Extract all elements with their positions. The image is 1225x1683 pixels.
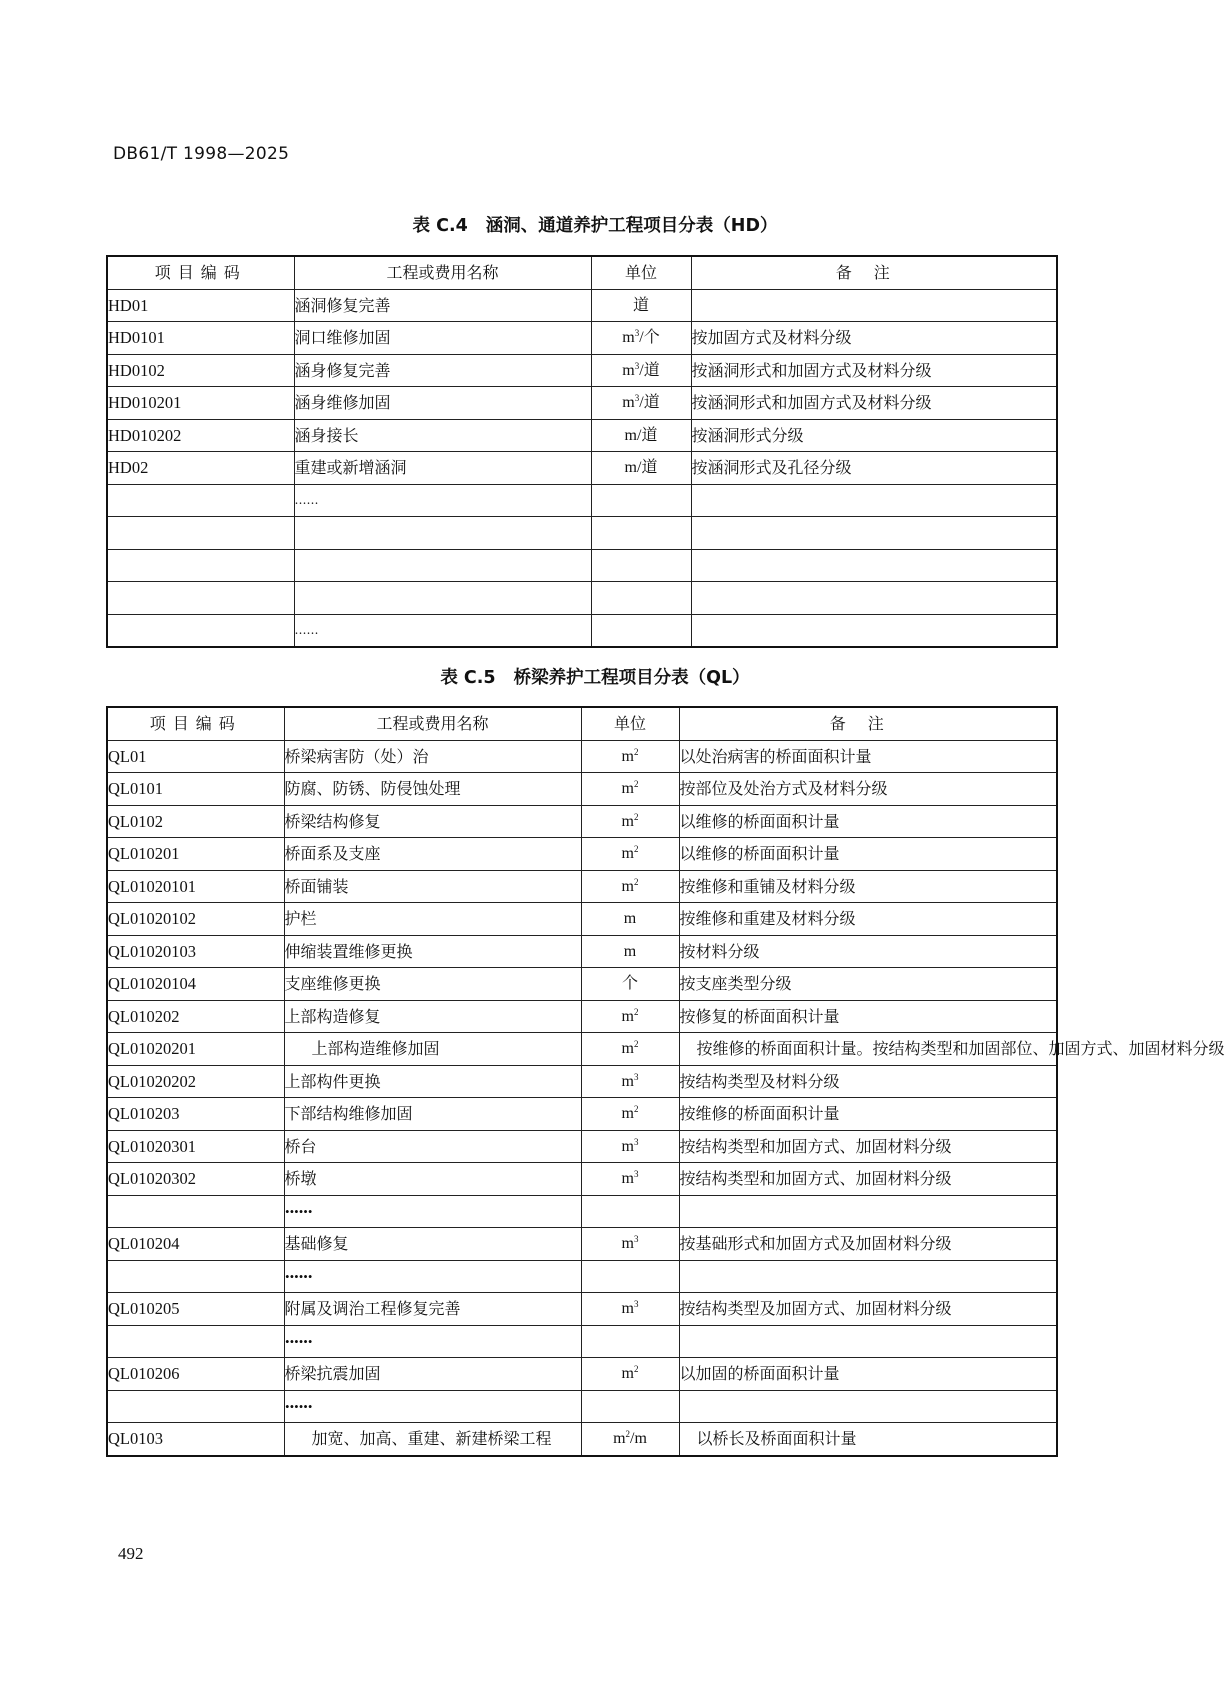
column-header-code: 项目编码	[107, 256, 294, 289]
note-cell	[691, 614, 1057, 647]
unit-cell: $m^2$	[581, 1000, 679, 1033]
note-cell	[691, 517, 1057, 550]
name-cell: 桥面系及支座	[284, 838, 581, 871]
table-row	[107, 419, 1057, 452]
name-cell: 附属及调治工程修复完善	[284, 1293, 581, 1326]
table-row	[107, 1260, 1057, 1293]
table-c4	[106, 255, 1058, 648]
unit-cell	[581, 1325, 679, 1358]
code-cell: QL01020104	[107, 968, 284, 1001]
note-cell	[691, 582, 1057, 615]
unit-cell: $m^2$	[581, 1098, 679, 1131]
unit-cell: 个	[581, 968, 679, 1001]
table-row	[107, 517, 1057, 550]
unit-cell: m/道	[591, 419, 691, 452]
table-row	[107, 289, 1057, 322]
code-cell: HD01	[107, 289, 294, 322]
note-cell: 按支座类型分级	[679, 968, 1057, 1001]
standard-code-header: DB61/T 1998—2025	[113, 144, 290, 164]
name-cell: ······	[284, 1260, 581, 1293]
table-row	[107, 354, 1057, 387]
unit-cell: 道	[591, 289, 691, 322]
name-cell: 涵洞修复完善	[294, 289, 591, 322]
unit-cell: $m^3$	[581, 1163, 679, 1196]
note-cell	[679, 1325, 1057, 1358]
table-header-row	[107, 707, 1057, 740]
unit-cell: $m^2$	[581, 1358, 679, 1391]
unit-cell: $m^2$	[581, 740, 679, 773]
note-cell: 以处治病害的桥面面积计量	[679, 740, 1057, 773]
table-row	[107, 935, 1057, 968]
name-cell: 上部构造修复	[284, 1000, 581, 1033]
column-header-note: 备注	[679, 707, 1057, 740]
unit-cell: $m^2$	[581, 805, 679, 838]
name-cell: 涵身维修加固	[294, 387, 591, 420]
name-cell: 涵身接长	[294, 419, 591, 452]
code-cell: QL0101	[107, 773, 284, 806]
unit-cell	[581, 1390, 679, 1423]
code-cell: QL010205	[107, 1293, 284, 1326]
code-cell: QL010202	[107, 1000, 284, 1033]
code-cell: QL010206	[107, 1358, 284, 1391]
code-cell: QL010204	[107, 1228, 284, 1261]
unit-cell: $m^2$	[581, 870, 679, 903]
table-row	[107, 870, 1057, 903]
name-cell: 桥墩	[284, 1163, 581, 1196]
table-row	[107, 582, 1057, 615]
code-cell: HD02	[107, 452, 294, 485]
name-cell: 桥梁抗震加固	[284, 1358, 581, 1391]
code-cell	[107, 484, 294, 517]
code-cell: HD0102	[107, 354, 294, 387]
unit-cell: m	[581, 935, 679, 968]
unit-cell: $m^3$	[581, 1293, 679, 1326]
note-cell	[691, 484, 1057, 517]
table-row	[107, 968, 1057, 1001]
column-header-name: 工程或费用名称	[294, 256, 591, 289]
name-cell: 护栏	[284, 903, 581, 936]
code-cell: QL0102	[107, 805, 284, 838]
name-cell: 伸缩装置维修更换	[284, 935, 581, 968]
column-header-unit: 单位	[591, 256, 691, 289]
note-cell: 按结构类型和加固方式、加固材料分级	[679, 1163, 1057, 1196]
code-cell	[107, 582, 294, 615]
code-cell: QL010201	[107, 838, 284, 871]
note-cell: 按部位及处治方式及材料分级	[679, 773, 1057, 806]
code-cell	[107, 1195, 284, 1228]
note-cell: 以加固的桥面面积计量	[679, 1358, 1057, 1391]
unit-cell	[581, 1260, 679, 1293]
note-cell: 以维修的桥面面积计量	[679, 838, 1057, 871]
table-c4-number: 表 C.4	[412, 216, 468, 236]
unit-cell	[591, 614, 691, 647]
note-cell: 按材料分级	[679, 935, 1057, 968]
unit-cell: m/道	[591, 452, 691, 485]
table-row	[107, 1000, 1057, 1033]
note-cell: 按维修和重建及材料分级	[679, 903, 1057, 936]
note-cell: 按涵洞形式及孔径分级	[691, 452, 1057, 485]
table-row	[107, 1098, 1057, 1131]
note-cell: 按加固方式及材料分级	[691, 322, 1057, 355]
table-row	[107, 484, 1057, 517]
note-cell: 按结构类型及加固方式、加固材料分级	[679, 1293, 1057, 1326]
table-header-row	[107, 256, 1057, 289]
table-row	[107, 1163, 1057, 1196]
name-cell: 防腐、防锈、防侵蚀处理	[284, 773, 581, 806]
name-cell: 基础修复	[284, 1228, 581, 1261]
code-cell: QL01020201	[107, 1033, 284, 1066]
note-cell: 按修复的桥面面积计量	[679, 1000, 1057, 1033]
code-cell: HD0101	[107, 322, 294, 355]
name-cell: ······	[284, 1325, 581, 1358]
unit-cell: $m^2$	[581, 773, 679, 806]
code-cell: HD010202	[107, 419, 294, 452]
name-cell: 加宽、加高、重建、新建桥梁工程	[284, 1423, 581, 1456]
code-cell: QL01020103	[107, 935, 284, 968]
name-cell: 桥梁结构修复	[284, 805, 581, 838]
table-c5-caption: 桥梁养护工程项目分表（QL）	[513, 668, 750, 688]
unit-cell: $m^3$	[581, 1065, 679, 1098]
table-row	[107, 549, 1057, 582]
table-row	[107, 1065, 1057, 1098]
note-cell	[691, 549, 1057, 582]
table-c5-number: 表 C.5	[440, 668, 496, 688]
unit-cell: $m^2$	[581, 1033, 679, 1066]
name-cell: 涵身修复完善	[294, 354, 591, 387]
code-cell: QL0103	[107, 1423, 284, 1456]
name-cell: 桥面铺装	[284, 870, 581, 903]
note-cell	[679, 1195, 1057, 1228]
note-cell: 按涵洞形式和加固方式及材料分级	[691, 387, 1057, 420]
name-cell	[294, 549, 591, 582]
column-header-note: 备注	[691, 256, 1057, 289]
table-c5	[106, 706, 1225, 1457]
name-cell: 重建或新增涵洞	[294, 452, 591, 485]
table-row	[107, 1130, 1057, 1163]
unit-cell: $m^3$	[581, 1228, 679, 1261]
name-cell: 桥梁病害防（处）治	[284, 740, 581, 773]
column-header-code: 项目编码	[107, 707, 284, 740]
table-row	[107, 805, 1057, 838]
code-cell: QL010203	[107, 1098, 284, 1131]
note-cell	[679, 1260, 1057, 1293]
note-cell: 按维修的桥面面积计量	[679, 1098, 1057, 1131]
column-header-unit: 单位	[581, 707, 679, 740]
code-cell: QL01020301	[107, 1130, 284, 1163]
table-row	[107, 1325, 1057, 1358]
code-cell	[107, 1325, 284, 1358]
unit-cell	[581, 1195, 679, 1228]
table-row	[107, 322, 1057, 355]
unit-cell: m	[581, 903, 679, 936]
unit-cell	[591, 484, 691, 517]
name-cell	[294, 517, 591, 550]
note-cell: 按涵洞形式和加固方式及材料分级	[691, 354, 1057, 387]
table-row	[107, 1293, 1057, 1326]
table-row	[107, 740, 1057, 773]
note-cell: 以维修的桥面面积计量	[679, 805, 1057, 838]
note-cell: 按维修和重铺及材料分级	[679, 870, 1057, 903]
name-cell: 上部构造维修加固	[284, 1033, 581, 1066]
code-cell: QL01020102	[107, 903, 284, 936]
table-row	[107, 1390, 1057, 1423]
note-cell: 按涵洞形式分级	[691, 419, 1057, 452]
name-cell: 支座维修更换	[284, 968, 581, 1001]
table-c4-title	[0, 212, 1190, 237]
table-row	[107, 1423, 1057, 1456]
note-cell: 以桥长及桥面面积计量	[679, 1423, 1057, 1456]
name-cell: ……	[294, 614, 591, 647]
code-cell	[107, 614, 294, 647]
note-cell: 按维修的桥面面积计量。按结构类型和加固部位、加固方式、加固材料分级	[679, 1033, 1057, 1066]
table-row	[107, 773, 1057, 806]
note-cell: 按结构类型及材料分级	[679, 1065, 1057, 1098]
name-cell: ……	[294, 484, 591, 517]
note-cell: 按结构类型和加固方式、加固材料分级	[679, 1130, 1057, 1163]
table-row	[107, 903, 1057, 936]
unit-cell: $m^2/m$	[581, 1423, 679, 1456]
table-row	[107, 1358, 1057, 1391]
name-cell: 下部结构维修加固	[284, 1098, 581, 1131]
unit-cell	[591, 549, 691, 582]
table-row	[107, 1033, 1057, 1066]
column-header-name: 工程或费用名称	[284, 707, 581, 740]
code-cell	[107, 1390, 284, 1423]
unit-cell: $m^3/$道	[591, 387, 691, 420]
table-row	[107, 838, 1057, 871]
table-c4-caption: 涵洞、通道养护工程项目分表（HD）	[485, 216, 778, 236]
code-cell: QL01020302	[107, 1163, 284, 1196]
unit-cell: $m^3/$个	[591, 322, 691, 355]
note-cell	[691, 289, 1057, 322]
name-cell: 洞口维修加固	[294, 322, 591, 355]
code-cell	[107, 517, 294, 550]
table-row	[107, 387, 1057, 420]
table-c5-title	[0, 664, 1190, 689]
page-number: 492	[118, 1544, 144, 1563]
code-cell: QL01020202	[107, 1065, 284, 1098]
name-cell: 上部构件更换	[284, 1065, 581, 1098]
name-cell	[294, 582, 591, 615]
table-row	[107, 1195, 1057, 1228]
unit-cell	[591, 517, 691, 550]
code-cell	[107, 1260, 284, 1293]
table-row	[107, 1228, 1057, 1261]
note-cell: 按基础形式和加固方式及加固材料分级	[679, 1228, 1057, 1261]
unit-cell: $m^3/$道	[591, 354, 691, 387]
name-cell: 桥台	[284, 1130, 581, 1163]
unit-cell	[591, 582, 691, 615]
unit-cell: $m^2$	[581, 838, 679, 871]
table-row	[107, 614, 1057, 647]
code-cell: QL01	[107, 740, 284, 773]
table-row	[107, 452, 1057, 485]
name-cell: ······	[284, 1195, 581, 1228]
unit-cell: $m^3$	[581, 1130, 679, 1163]
note-cell	[679, 1390, 1057, 1423]
code-cell: QL01020101	[107, 870, 284, 903]
code-cell	[107, 549, 294, 582]
code-cell: HD010201	[107, 387, 294, 420]
name-cell: ······	[284, 1390, 581, 1423]
